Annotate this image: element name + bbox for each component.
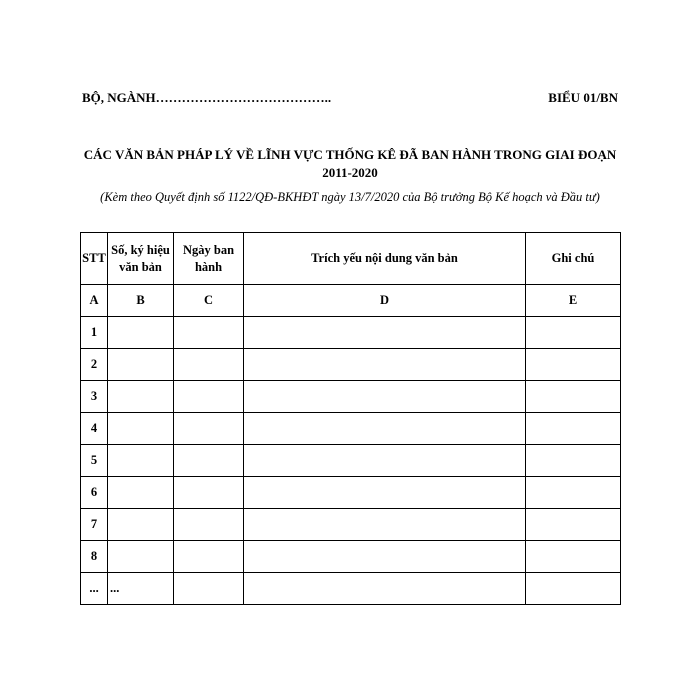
cell xyxy=(244,317,526,349)
table-row xyxy=(81,509,621,541)
table-row xyxy=(81,541,621,573)
code-a: A xyxy=(81,285,108,317)
cell xyxy=(108,349,174,381)
cell xyxy=(174,541,244,573)
cell xyxy=(174,573,244,605)
continuation-number: ... xyxy=(108,573,174,605)
document-title: CÁC VĂN BẢN PHÁP LÝ VỀ LĨNH VỰC THỐNG KÊ ĐÃ BAN HÀNH TRONG GIAI ĐOẠN 2011-2020 xyxy=(83,147,617,180)
cell xyxy=(526,349,621,381)
code-d: D xyxy=(244,285,526,317)
cell xyxy=(244,445,526,477)
table-header-row xyxy=(81,233,621,285)
row-number: 6 xyxy=(81,477,108,509)
code-c: C xyxy=(174,285,244,317)
table-row xyxy=(81,477,621,509)
cell xyxy=(108,381,174,413)
document-subtitle: (Kèm theo Quyết định số 1122/QĐ-BKHĐT ngày 13/7/2020 của Bộ trưởng Bộ Kế hoạch và Đầu tư) xyxy=(100,190,600,204)
continuation-stt: ... xyxy=(81,573,108,605)
cell xyxy=(174,381,244,413)
cell xyxy=(244,573,526,605)
cell xyxy=(244,509,526,541)
cell xyxy=(526,509,621,541)
table-row xyxy=(81,317,621,349)
header-stt: STT xyxy=(81,233,108,285)
cell xyxy=(526,477,621,509)
cell xyxy=(174,445,244,477)
row-number: 5 xyxy=(81,445,108,477)
cell xyxy=(108,413,174,445)
code-e: E xyxy=(526,285,621,317)
row-number: 4 xyxy=(81,413,108,445)
cell xyxy=(526,445,621,477)
table-row xyxy=(81,349,621,381)
cell xyxy=(108,477,174,509)
header-note: Ghi chú xyxy=(526,233,621,285)
cell xyxy=(174,317,244,349)
cell xyxy=(526,573,621,605)
row-number: 2 xyxy=(81,349,108,381)
header-summary: Trích yếu nội dung văn bản xyxy=(244,233,526,285)
cell xyxy=(526,381,621,413)
cell xyxy=(526,541,621,573)
cell xyxy=(174,349,244,381)
table-row xyxy=(81,413,621,445)
cell xyxy=(108,509,174,541)
table-row-continuation xyxy=(81,573,621,605)
row-number: 8 xyxy=(81,541,108,573)
table-row xyxy=(81,381,621,413)
form-code: BIỂU 01/BN xyxy=(548,90,618,105)
cell xyxy=(244,477,526,509)
cell xyxy=(526,317,621,349)
table-row xyxy=(81,445,621,477)
row-number: 1 xyxy=(81,317,108,349)
header-date: Ngày ban hành xyxy=(174,233,244,285)
cell xyxy=(244,413,526,445)
cell xyxy=(108,445,174,477)
cell xyxy=(244,541,526,573)
cell xyxy=(108,317,174,349)
cell xyxy=(244,349,526,381)
documents-table xyxy=(80,232,621,605)
code-b: B xyxy=(108,285,174,317)
header-number: Số, ký hiệu văn bản xyxy=(108,233,174,285)
cell xyxy=(108,541,174,573)
column-code-row xyxy=(81,285,621,317)
row-number: 7 xyxy=(81,509,108,541)
cell xyxy=(526,413,621,445)
ministry-label: BỘ, NGÀNH………………………………….. xyxy=(82,90,332,105)
cell xyxy=(174,477,244,509)
cell xyxy=(244,381,526,413)
cell xyxy=(174,413,244,445)
row-number: 3 xyxy=(81,381,108,413)
cell xyxy=(174,509,244,541)
